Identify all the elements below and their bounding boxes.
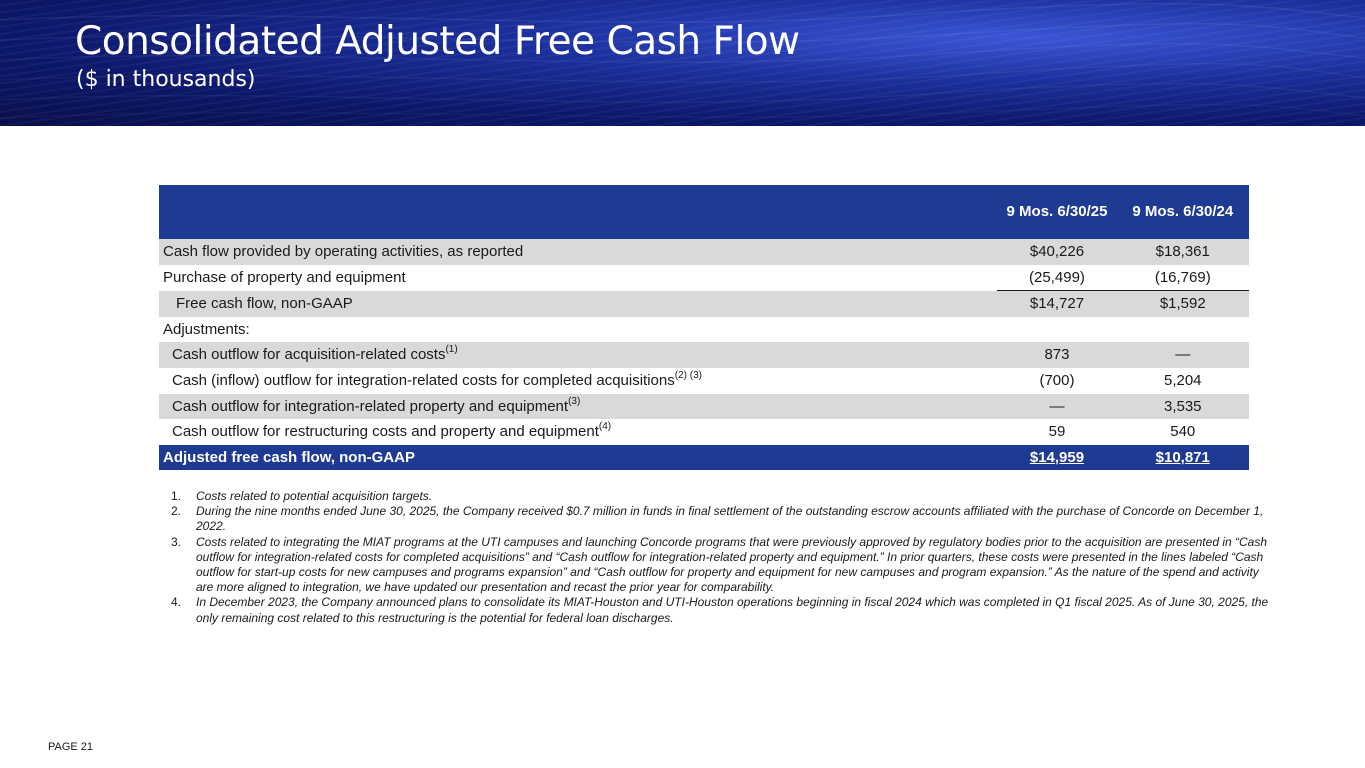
footnote-ref: (1) bbox=[445, 344, 458, 356]
header-banner bbox=[0, 0, 1365, 126]
value-2024: — bbox=[1117, 342, 1249, 368]
row-label bbox=[159, 394, 997, 420]
value-2025-text: $14,959 bbox=[1029, 448, 1085, 466]
footnote-item bbox=[171, 595, 1271, 625]
footnote-ref: (4) bbox=[598, 421, 612, 433]
row-label: Free cash flow, non-GAAP bbox=[159, 291, 997, 317]
row-label: Adjustments: bbox=[163, 320, 250, 338]
column-header-2025: 9 Mos. 6/30/25 bbox=[997, 185, 1116, 239]
page-title: Consolidated Adjusted Free Cash Flow bbox=[75, 19, 800, 64]
footnote-number: 4. bbox=[171, 595, 182, 610]
table-row-operating-cash-flow bbox=[159, 239, 1249, 265]
row-label bbox=[159, 368, 997, 394]
table-row-purchase-property bbox=[159, 265, 1249, 291]
value-2024 bbox=[1117, 445, 1249, 471]
table-row-free-cash-flow bbox=[159, 291, 1249, 317]
table-row-integration-property bbox=[159, 394, 1249, 420]
footnote-item bbox=[171, 535, 1271, 596]
footnote-number: 1. bbox=[171, 489, 182, 503]
footnote-ref: (3) bbox=[568, 395, 581, 407]
row-label: Purchase of property and equipment bbox=[163, 268, 406, 286]
table-row-adjusted-free-cash-flow bbox=[159, 445, 1249, 471]
row-label bbox=[159, 419, 997, 445]
row-label: Adjusted free cash flow, non-GAAP bbox=[159, 445, 997, 471]
table-row-integration-costs bbox=[159, 368, 1249, 394]
footnote-ref: (2) (3) bbox=[674, 369, 702, 381]
value-2025: 59 bbox=[1048, 423, 1066, 441]
value-2024: 5,204 bbox=[1163, 371, 1202, 389]
page-subtitle: ($ in thousands) bbox=[76, 67, 256, 92]
column-header-label bbox=[159, 185, 997, 239]
column-header-2024: 9 Mos. 6/30/24 bbox=[1117, 185, 1249, 239]
footnote-text: During the nine months ended June 30, 2025, the Company received $0.7 million in funds in final settlement of the outstanding escrow accounts affiliated with the purchase of Concorde on December 1, 2022. bbox=[196, 504, 1264, 534]
footnotes-list bbox=[171, 489, 1271, 626]
row-label-text: Cash outflow for acquisition-related costs bbox=[172, 346, 446, 364]
value-2024 bbox=[1117, 317, 1249, 343]
page-number: PAGE 21 bbox=[48, 741, 94, 753]
row-label-text: Cash (inflow) outflow for integration-related costs for completed acquisitions bbox=[172, 371, 675, 389]
value-2025: 873 bbox=[997, 342, 1116, 368]
row-label bbox=[159, 342, 997, 368]
footnote-item bbox=[171, 504, 1271, 534]
row-label: Cash flow provided by operating activities, as reported bbox=[159, 239, 997, 265]
footnote-number: 3. bbox=[171, 534, 182, 549]
value-2024: 540 bbox=[1170, 423, 1196, 441]
footnote-text: Costs related to integrating the MIAT programs at the UTI campuses and launching Concorde programs that were previously approved by regulatory bodies prior to the acquisition are presented in “Cash outflow for integration-related costs for completed acquisitions” and “Cash outflow for integration-related property and equipment.” In prior quarters, these costs were presented in the lines labeled “Cash outflow for start-up costs for new campuses and programs expansion” and “Cash outflow for property and equipment for new campuses and program expansion.” As the nature of the spend and activity are more aligned to integration, we have updated our presentation and recast the prior year for comparability. bbox=[196, 534, 1268, 595]
value-2025: (700) bbox=[1039, 371, 1075, 389]
row-label-text: Cash outflow for restructuring costs and property and equipment bbox=[172, 423, 599, 441]
value-2025: — bbox=[997, 394, 1116, 420]
footnote-item bbox=[171, 489, 1271, 504]
value-2024-text: $10,871 bbox=[1155, 448, 1210, 466]
value-2025: (25,499) bbox=[997, 265, 1116, 291]
value-2024: $1,592 bbox=[1117, 291, 1249, 317]
value-2025 bbox=[997, 317, 1116, 343]
table-row-restructuring-costs bbox=[159, 419, 1249, 445]
footnote-number: 2. bbox=[171, 504, 182, 519]
value-2025: $40,226 bbox=[997, 239, 1116, 265]
row-label-text: Cash outflow for integration-related property and equipment bbox=[172, 397, 569, 415]
value-2024: (16,769) bbox=[1117, 265, 1249, 291]
value-2025 bbox=[997, 445, 1116, 471]
cash-flow-table bbox=[159, 185, 1249, 470]
table-row-adjustments-heading bbox=[159, 317, 1249, 343]
footnote-text: Costs related to potential acquisition targets. bbox=[196, 489, 433, 503]
table-header-row bbox=[159, 185, 1249, 239]
table-row-acquisition-costs bbox=[159, 342, 1249, 368]
footnote-text: In December 2023, the Company announced plans to consolidate its MIAT-Houston and UTI-Houston operations beginning in fiscal 2024 which was completed in Q1 fiscal 2025. As of June 30, 2025, the only remaining cost related to this restructuring is the potential for federal loan discharges. bbox=[196, 595, 1269, 625]
value-2025: $14,727 bbox=[997, 291, 1116, 317]
value-2024: 3,535 bbox=[1117, 394, 1249, 420]
value-2024: $18,361 bbox=[1117, 239, 1249, 265]
